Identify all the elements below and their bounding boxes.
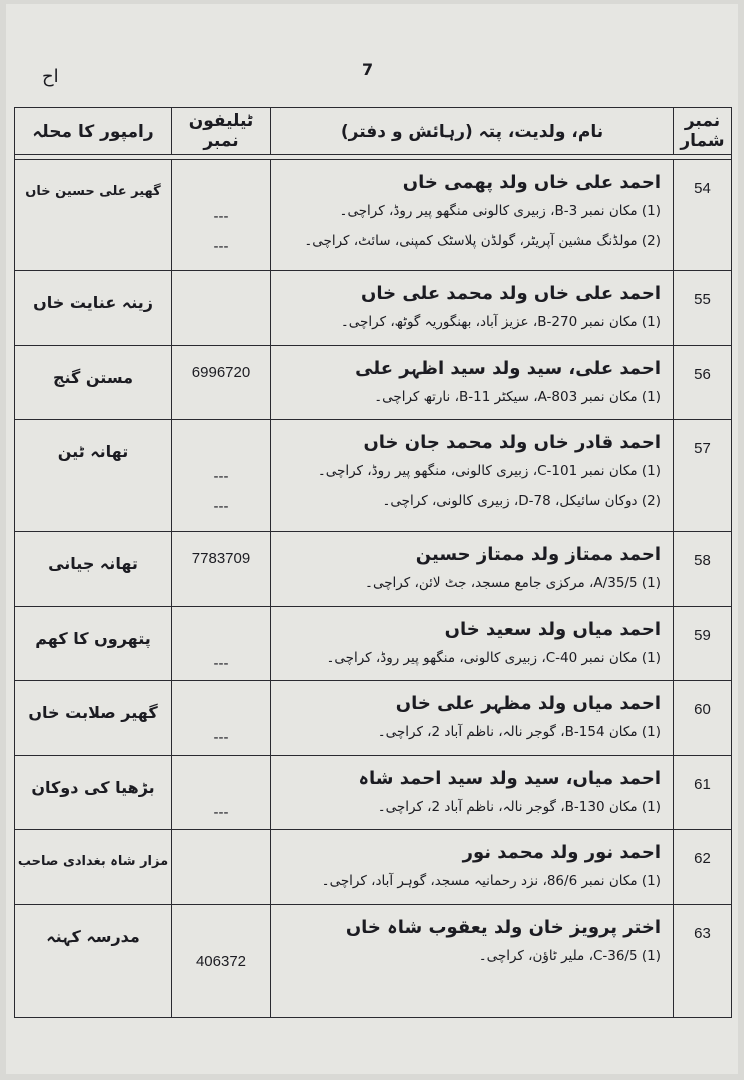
serial-number: 55 [674,271,732,346]
phone-number [172,313,270,343]
mohalla-cell: تھانہ جیانی [15,532,172,607]
phone-number [172,619,270,649]
phone-number: --- [213,498,229,515]
address-line: (1) مکان نمبر A-803، سیکٹر B-11، نارتھ کراچی۔ [374,389,661,405]
person-name: احمد علی خاں ولد محمد علی خاں [360,283,661,304]
person-name: احمد علی، سید ولد سید اظہر علی [355,358,661,379]
address-line: (1) مکان نمبر B-3، زبیری کالونی منگھو پیر روڈ، کراچی۔ [339,203,661,219]
address-line: (1) مکان B-154، گوجر نالہ، ناظم آباد 2، کراچی۔ [377,724,661,740]
person-name: احمد ممتاز ولد ممتاز حسین [415,544,661,565]
name-address-cell [271,756,674,830]
phone-number [172,917,270,947]
page-number: 7 [362,60,374,79]
address-line: (1) مکان B-130، گوجر نالہ، ناظم آباد 2، کراچی۔ [377,799,661,815]
phone-number [172,872,270,902]
serial-number: 60 [674,681,732,756]
header-name: نام، ولدیت، پتہ (رہائش و دفتر) [271,108,674,155]
phone-number [172,693,270,723]
table-row [15,756,732,830]
person-name: احمد نور ولد محمد نور [462,842,661,863]
address-line: (1) 35/5/A، مرکزی جامع مسجد، جٹ لائن، کراچی۔ [365,575,661,591]
serial-number: 63 [674,905,732,1018]
register-table [14,107,732,1018]
table-row [15,160,732,271]
table-row [15,271,732,346]
serial-number: 56 [674,346,732,420]
phone-number [172,283,270,313]
phone-number: 406372 [195,953,247,970]
serial-number: 57 [674,420,732,532]
address-line: (2) دوکان سائیکل، D-78، زبیری کالونی، کراچی۔ [382,493,661,509]
phone-number: 6996720 [191,364,251,381]
mohalla-cell: پتھروں کا کھم [15,607,172,681]
table-row [15,681,732,756]
address-line: (2) مولڈنگ مشین آپریٹر، گولڈن پلاسٹک کمپنی، سائٹ، کراچی۔ [304,233,661,249]
serial-number: 59 [674,607,732,681]
name-address-cell [271,905,674,1018]
register-page [6,4,738,1074]
serial-number: 62 [674,830,732,905]
phone-number: --- [213,208,229,225]
person-name: اختر پرویز خان ولد یعقوب شاہ خاں [345,917,661,938]
address-line: (1) مکان نمبر 86/6، نزد رحمانیہ مسجد، گوہر آباد، کراچی۔ [321,873,661,889]
header-mohalla: رامپور کا محلہ [15,108,172,155]
phone-cell [172,681,271,756]
serial-number: 58 [674,532,732,607]
header-serial: نمبر شمار [674,108,732,155]
mohalla-cell: گھیر صلابت خاں [15,681,172,756]
mohalla-cell: مدرسہ کہنہ [15,905,172,1018]
table-row [15,532,732,607]
person-name: احمد میاں، سید ولد سید احمد شاہ [358,768,661,789]
phone-cell [172,830,271,905]
table-header-row [15,108,732,155]
mohalla-cell: مزار شاہ بغدادی صاحب [15,830,172,905]
name-address-cell [271,420,674,532]
person-name: احمد میاں ولد سعید خاں [444,619,661,640]
page-mark: اح [42,66,59,87]
mohalla-cell: تھانہ ٹین [15,420,172,532]
header-phone: ٹیلیفون نمبر [172,108,271,155]
phone-number [172,574,270,604]
phone-number: --- [213,468,229,485]
phone-number [172,842,270,872]
name-address-cell [271,346,674,420]
name-address-cell [271,532,674,607]
phone-cell [172,607,271,681]
phone-cell [172,346,271,420]
mohalla-cell: گھیر علی حسین خاں [15,160,172,271]
address-line: (1) مکان نمبر C-40، زبیری کالونی، منگھو پیر روڈ، کراچی۔ [326,650,661,666]
mohalla-cell: زینہ عنایت خاں [15,271,172,346]
phone-number [172,388,270,418]
phone-number: 7783709 [191,550,251,567]
serial-number: 54 [674,160,732,271]
phone-cell [172,532,271,607]
mohalla-cell: بڑھیا کی دوکان [15,756,172,830]
serial-number: 61 [674,756,732,830]
phone-number: --- [213,729,229,746]
table-body [15,160,732,1018]
name-address-cell [271,160,674,271]
person-name: احمد قادر خاں ولد محمد جان خاں [363,432,661,453]
phone-cell [172,160,271,271]
phone-number: --- [213,238,229,255]
phone-number [172,768,270,798]
phone-cell [172,756,271,830]
phone-number [172,432,270,462]
phone-cell [172,271,271,346]
address-line: (1) مکان نمبر B-270، عزیز آباد، بھنگوریہ گوٹھ، کراچی۔ [340,314,661,330]
address-line: (1) مکان نمبر C-101، زبیری کالونی، منگھو پیر روڈ، کراچی۔ [317,463,661,479]
phone-number [172,172,270,202]
table-row [15,905,732,1018]
address-line: (1) C-36/5، ملیر ٹاؤن، کراچی۔ [478,948,661,964]
table-row [15,420,732,532]
phone-cell [172,905,271,1018]
phone-number: --- [213,804,229,821]
phone-cell [172,420,271,532]
table-row [15,346,732,420]
name-address-cell [271,607,674,681]
mohalla-cell: مستن گنج [15,346,172,420]
name-address-cell [271,271,674,346]
name-address-cell [271,681,674,756]
table-row [15,830,732,905]
name-address-cell [271,830,674,905]
person-name: احمد میاں ولد مظہر علی خاں [395,693,661,714]
table-row [15,607,732,681]
phone-number: --- [213,655,229,672]
person-name: احمد علی خاں ولد پھمی خاں [402,172,661,193]
